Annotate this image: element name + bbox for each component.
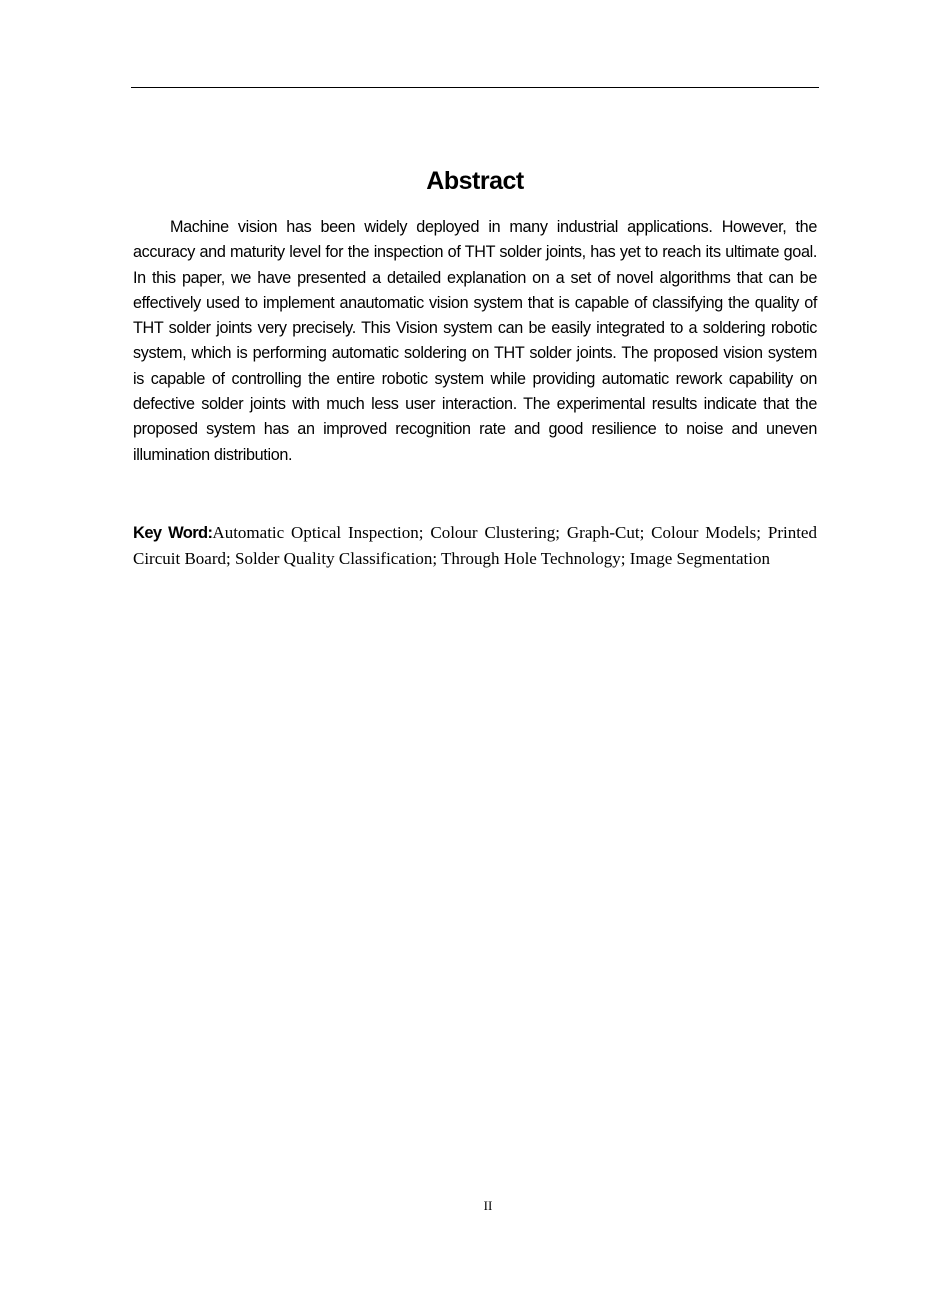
keywords-text: Automatic Optical Inspection; Colour Clustering; Graph-Cut; Colour Models; Printed Circuit Board; Solder Quality Classification; Through Hole Technology; Image Segmentation xyxy=(133,523,817,569)
page-number: II xyxy=(483,1198,493,1213)
abstract-body: Machine vision has been widely deployed in many industrial applications. However, the accuracy and maturity level for the inspection of THT solder joints, has yet to reach its ultimate goal. In this paper, we have presented a detailed explanation on a set of novel algorithms that can be effectively used to implement anautomatic vision system that is capable of classifying the quality of THT solder joints very precisely. This Vision system can be easily integrated to a soldering robotic system, which is performing automatic soldering on THT solder joints. The proposed vision system is capable of controlling the entire robotic system while providing automatic rework capability on defective solder joints with much less user interaction. The experimental results indicate that the proposed system has an improved recognition rate and good resilience to noise and uneven illumination distribution. xyxy=(133,218,817,464)
header-rule xyxy=(131,87,819,88)
keywords-label: Key Word: xyxy=(133,524,213,542)
keywords-paragraph xyxy=(133,520,817,572)
page-title: Abstract xyxy=(426,167,524,195)
